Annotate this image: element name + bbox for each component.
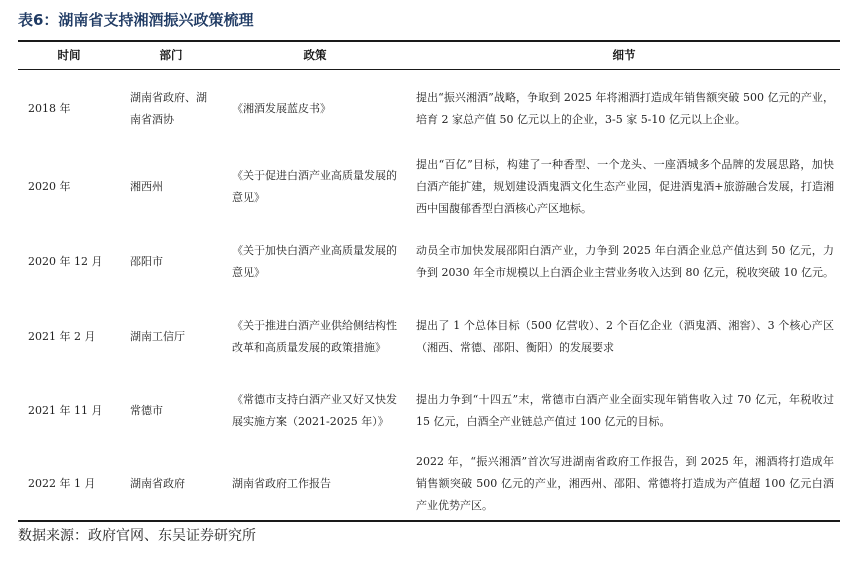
cell-time: 2022 年 1 月 (18, 447, 120, 521)
table-row (18, 299, 840, 375)
cell-dept: 湘西州 (130, 180, 163, 193)
header-dept: 部门 (120, 41, 222, 69)
table-caption: 表6：湖南省支持湘酒振兴政策梳理 (18, 11, 254, 29)
data-source-note: 数据来源：政府官网、东吴证券研究所 (18, 528, 256, 544)
cell-detail: 提出“振兴湘酒”战略，争取到 2025 年将湘酒打造成年销售额突破 500 亿元的产业，培育 2 家总产值 50 亿元以上的企业，3-5 家 5-10 亿元以上企业。 (416, 91, 834, 127)
cell-time: 2018 年 (28, 102, 71, 116)
header-time: 时间 (18, 41, 120, 69)
cell-detail: 提出力争到“十四五”末，常德市白酒产业全面实现年销售收入过 70 亿元，年税收过 15 亿元，白酒全产业链总产值过 100 亿元的目标。 (416, 393, 834, 428)
cell-dept: 湖南省政府、湖南省酒协 (130, 91, 207, 127)
cell-detail: 提出了 1 个总体目标（500 亿营收）、2 个百亿企业（酒鬼酒、湘窖）、3 个核心产区（湘西、常德、邵阳、衡阳）的发展要求 (416, 319, 834, 354)
cell-policy: 《关于促进白酒产业高质量发展的意见》 (232, 169, 397, 204)
cell-time: 2021 年 11 月 (28, 404, 103, 417)
header-detail: 细节 (408, 41, 840, 69)
table-row (18, 69, 840, 149)
cell-detail: 2022 年，“振兴湘酒”首次写进湖南省政府工作报告，到 2025 年，湘酒将打造成年销售额突破 500 亿元的产业，湘西州、邵阳、常德将打造成为产值超 100 亿元白酒产业优势产区。 (408, 447, 840, 521)
policy-table (18, 40, 840, 522)
cell-policy: 《关于推进白酒产业供给侧结构性改革和高质量发展的政策措施》 (232, 319, 397, 354)
cell-policy: 《常德市支持白酒产业又好又快发展实施方案（2021-2025 年）》 (232, 393, 397, 428)
cell-time: 2020 年 (28, 180, 71, 193)
cell-policy: 《关于加快白酒产业高质量发展的意见》 (232, 244, 397, 279)
table-row (18, 149, 840, 225)
cell-detail: 提出“百亿”目标，构建了一种香型、一个龙头、一座酒城多个品牌的发展思路，加快白酒产能扩建，规划建设酒鬼酒文化生态产业园，促进酒鬼酒+旅游融合发展，打造湘西中国馥郁香型白酒核心产区地标。 (416, 158, 834, 215)
table-row (18, 225, 840, 299)
table-row (18, 375, 840, 447)
table-row (18, 447, 840, 521)
header-policy: 政策 (222, 41, 408, 69)
cell-policy: 湖南省政府工作报告 (222, 447, 408, 521)
cell-time: 2020 年 12 月 (28, 255, 103, 268)
cell-dept: 湖南工信厅 (130, 330, 185, 343)
cell-detail: 动员全市加快发展邵阳白酒产业，力争到 2025 年白酒企业总产值达到 50 亿元，力争到 2030 年全市规模以上白酒企业主营业务收入达到 80 亿元，税收突破 10 亿元。 (416, 244, 834, 279)
cell-time: 2021 年 2 月 (28, 330, 96, 343)
cell-dept: 常德市 (130, 404, 163, 417)
cell-dept: 湖南省政府 (120, 447, 222, 521)
cell-dept: 邵阳市 (130, 255, 163, 268)
table-header-row (18, 41, 840, 69)
cell-policy: 《湘酒发展蓝皮书》 (232, 102, 331, 116)
